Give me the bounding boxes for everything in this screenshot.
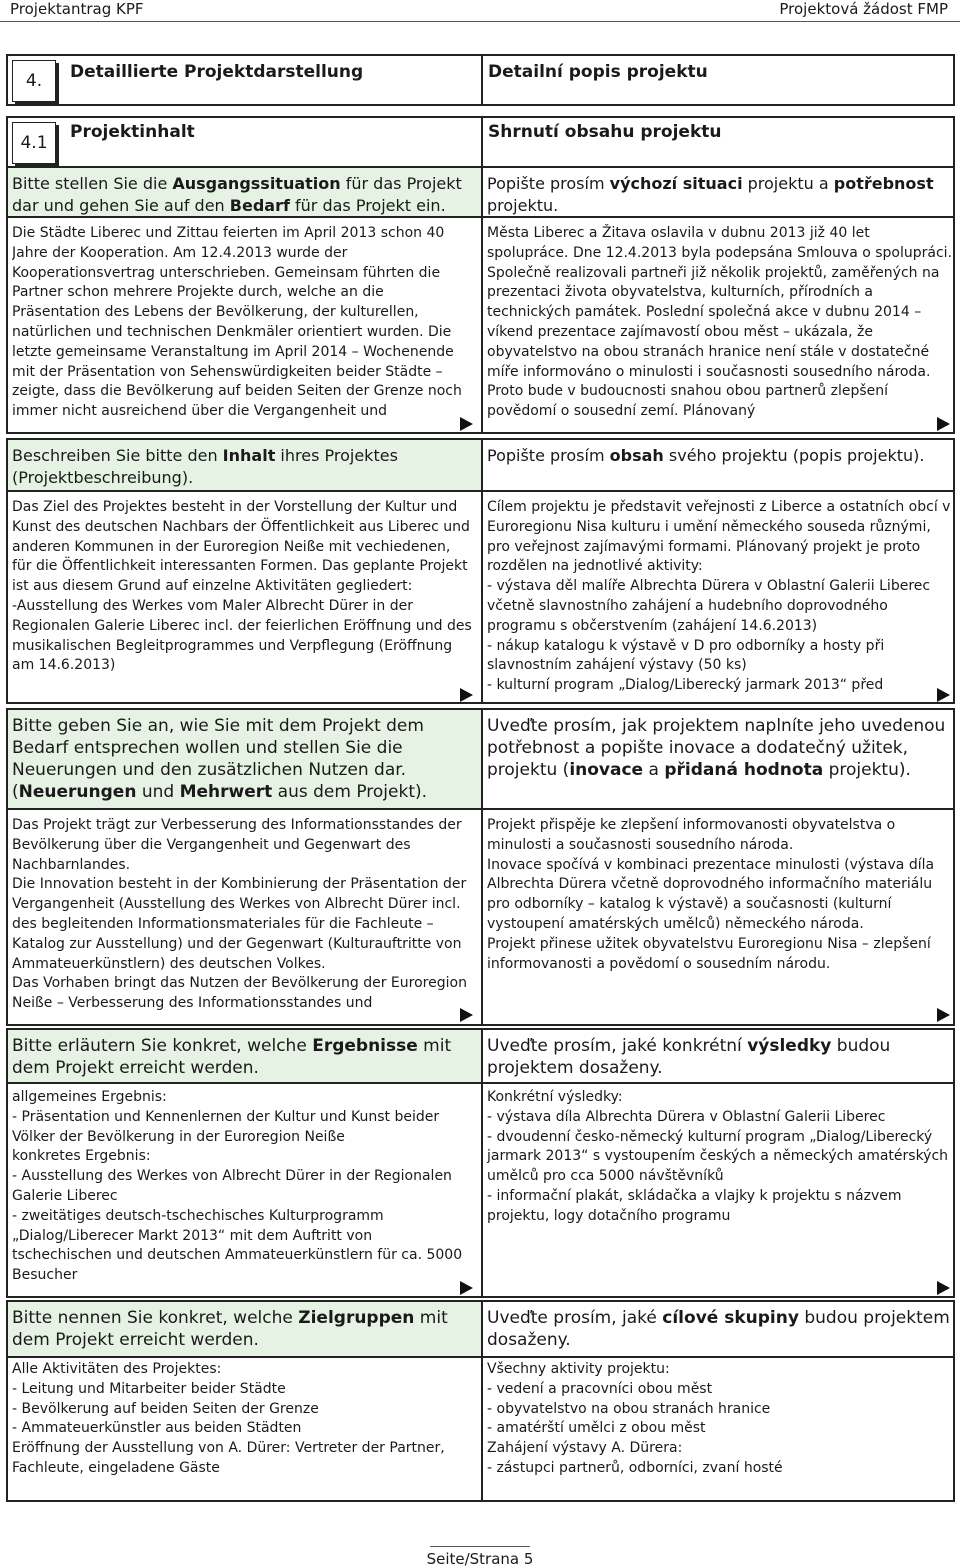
section-4-divider — [481, 56, 483, 104]
section-41-title-de: Projektinhalt — [70, 122, 195, 142]
block-innovation — [6, 708, 955, 1026]
block-results — [6, 1028, 955, 1298]
header-left: Projektantrag KPF — [10, 0, 144, 18]
answer-de: allgemeines Ergebnis: - Präsentation und Kennenlernen der Kultur und Kunst beider Völker der Bevölkerung in der Euroregion Neiße konkretes Ergebnis: - Ausstellung des Werkes von Albrecht Dürer in der Regionalen Galerie Liberec - zweitätiges deutsch-tschechisches Kulturprogramm „Dialog/Liberecer Markt 2013“ mit dem Auftritt von tschechischen und deutschen Ammateuerkünstlern für ca. 5000 Besucher — [12, 1089, 463, 1284]
question-de: Bitte geben Sie an, wie Sie mit dem Projekt dem Bedarf entsprechen wollen und stellen Sie die Neuerungen und den zusätzlichen Nutzen dar. (Neuerungen und Mehrwert aus dem Projekt). — [8, 710, 481, 808]
answer-cz: Všechny aktivity projektu: - vedení a pracovníci obou měst - obyvatelstvo na obou stranách hranice - amatérští umělci z obou měst Zahájení výstavy A. Dürera: - zástupci partnerů, odborníci, zvaní hosté — [487, 1361, 783, 1476]
continue-arrow-icon[interactable] — [937, 1008, 950, 1022]
column-divider — [481, 1030, 483, 1296]
question-de: Bitte stellen Sie die Ausgangssituation für das Projekt dar und gehen Sie auf den Bedarf für das Projekt ein. — [8, 168, 481, 216]
section-4-title-cz: Detailní popis projektu — [488, 62, 708, 82]
section-41-number: 4.1 — [12, 122, 56, 164]
continue-arrow-icon[interactable] — [937, 417, 950, 431]
continue-arrow-icon[interactable] — [460, 417, 473, 431]
question-de: Bitte nennen Sie konkret, welche Zielgruppen mit dem Projekt erreicht werden. — [8, 1302, 481, 1356]
answer-de: Das Projekt trägt zur Verbesserung des Informationsstandes der Bevölkerung über die Vergangenheit und Gegenwart des Nachbarnlandes. Die Innovation besteht in der Kombinierung der Präsentation der Vergangenheit (Ausstellung des Werkes von Albrecht Dürer incl. des begleitenden Informationsmateriales für die Fachleute – Katalog zur Ausstellung) und der Gegenwart (Kulturauftritte von Ammateuerkünstlern) des deutschen Volkes. Das Vorhaben bringt das Nutzen der Bevölkerung der Euroregion Neiße – Verbesserung des Informationsstandes und — [12, 817, 467, 1012]
answer-cz: Města Liberec a Žitava oslavila v dubnu 2013 již 40 let spolupráce. Dne 12.4.2013 byla podepsána Smlouva o spolupráci. Společně realizovali partneři již několik projektů, zaměřených na prezentaci života obyvatelstva, kulturních, přírodních a technických památek. Poslední společná akce v dubnu 2014 – víkend prezentace zajímavostí obou měst – ukázala, že obyvatelstvo na obou stranách hranice není stále v dostatečné míře informováno o minulosti i současnosti sousedního národa. Proto bude v budoucnosti snahou obou partnerů zlepšení povědomí o sousední zemí. Plánovaný — [487, 225, 953, 420]
answer-cz: Cílem projektu je představit veřejnosti z Liberce a ostatních obcí v Euroregionu Nisa kulturu i umění německého souseda různými, pro veřejnost zajímavými formami. Plánovaný projekt je proto rozdělen na jednotlivé aktivity: - výstava děl malíře Albrechta Dürera v Oblastní Galerii Liberec včetně slavnostního zahájení a hudebního doprovodného programu s občerstvením (zahájení 14.6.2013) - nákup katalogu k výstavě v D pro odborníky a hosty při slavnostním zahájení výstavy (50 ks) - kulturní program „Dialog/Liberecký jarmark 2013“ před — [487, 499, 951, 694]
question-cz: Popište prosím obsah svého projektu (popis projektu). — [487, 446, 925, 465]
question-cz: Uveďte prosím, jak projektem naplníte jeho uvedenou potřebnost a popište inovace a dodatečný užitek, projektu (inovace a přidaná hodnota projektu). — [487, 716, 946, 780]
column-divider — [481, 440, 483, 702]
answer-de: Das Ziel des Projektes besteht in der Vorstellung der Kultur und Kunst des deutschen Nachbars der Öffentlichkeit aus Liberec und anderen Kommunen in der Euroregion Neiße mit vechiedenen, für die Öffentlichkeit interessanten Formen. Das geplante Projekt ist aus diesem Grund auf einzelne Aktivitäten gegliedert: -Ausstellung des Werkes vom Maler Albrecht Dürer in der Regionalen Galerie Liberec incl. der feierlichen Eröffnung und des musikalischen Begleitprogrammes und Verpflegung (Eröffnung am 14.6.2013) — [12, 499, 472, 674]
column-divider — [481, 168, 483, 432]
answer-de: Alle Aktivitäten des Projektes: - Leitung und Mitarbeiter beider Städte - Bevölkerung auf beiden Seiten der Grenze - Ammateuerkünstler aus beiden Städten Eröffnung der Ausstellung von A. Dürer: Vertreter der Partner, Fachleute, eingeladene Gäste — [12, 1361, 445, 1476]
question-de: Bitte erläutern Sie konkret, welche Ergebnisse mit dem Projekt erreicht werden. — [8, 1030, 481, 1082]
answer-cz: Projekt přispěje ke zlepšení informovanosti obyvatelstva o minulosti a současnosti sousedního národa. Inovace spočívá v kombinaci prezentace minulosti (výstava díla Albrechta Dürera včetně doprovodného informačního materiálu pro odborníky – katalog k výstavě) a současnosti (kulturní vystoupení amatérských umělců) německého národa. Projekt přinese užitek obyvatelstvu Euroregionu Nisa – zlepšení informovanosti a povědomí o sousedním národu. — [487, 817, 935, 972]
header-right: Projektová žádost FMP — [779, 0, 948, 18]
header-rule — [0, 21, 960, 22]
column-divider — [481, 1302, 483, 1500]
block-situation — [6, 166, 955, 434]
block-target-groups — [6, 1300, 955, 1502]
section-41-divider — [481, 118, 483, 166]
page-number: Seite/Strana 5 — [426, 1550, 534, 1568]
footer-rule — [430, 1546, 530, 1547]
answer-de: Die Städte Liberec und Zittau feierten im April 2013 schon 40 Jahre der Kooperation. Am 12.4.2013 wurde der Kooperationsvertrag unterschrieben. Gemeinsam führten die Partner schon mehrere Projekte durch, welche an die Präsentation des Lebens der Bevölkerung, der kulturellen, natürlichen und technischen Denkmäler orientiert wurden. Die letzte gemeinsame Veranstaltung im April 2014 – Wochenende mit der Präsentation von Sehenswürdigkeiten beider Städte – zeigte, dass die Bevölkerung auf beiden Seiten der Grenze noch immer nicht ausreichend über die Vergangenheit und — [12, 225, 462, 420]
continue-arrow-icon[interactable] — [460, 688, 473, 702]
question-cz: Uveďte prosím, jaké cílové skupiny budou projektem dosaženy. — [487, 1308, 950, 1350]
question-cz: Uveďte prosím, jaké konkrétní výsledky budou projektem dosaženy. — [487, 1036, 891, 1078]
section-4-number: 4. — [12, 60, 56, 102]
continue-arrow-icon[interactable] — [937, 688, 950, 702]
column-divider — [481, 710, 483, 1024]
continue-arrow-icon[interactable] — [460, 1281, 473, 1295]
answer-cz: Konkrétní výsledky: - výstava díla Albrechta Dürera v Oblastní Galerii Liberec - dvoudenní česko-německý kulturní program „Dialog/Liberecký jarmark 2013“ s vystoupením českých a německých amatérských umělců pro cca 5000 návštěvníků - informační plakát, skládačka a vlajky k projektu s názvem projektu, logy dotačního programu — [487, 1089, 949, 1224]
question-de: Beschreiben Sie bitte den Inhalt ihres Projektes (Projektbeschreibung). — [8, 440, 481, 490]
section-41-title-cz: Shrnutí obsahu projektu — [488, 122, 722, 142]
continue-arrow-icon[interactable] — [937, 1281, 950, 1295]
section-4-heading — [6, 54, 955, 106]
section-4-title-de: Detaillierte Projektdarstellung — [70, 62, 364, 82]
block-content — [6, 438, 955, 704]
continue-arrow-icon[interactable] — [460, 1008, 473, 1022]
question-cz: Popište prosím výchozí situaci projektu a potřebnost projektu. — [487, 174, 934, 215]
section-41-heading — [6, 116, 955, 168]
